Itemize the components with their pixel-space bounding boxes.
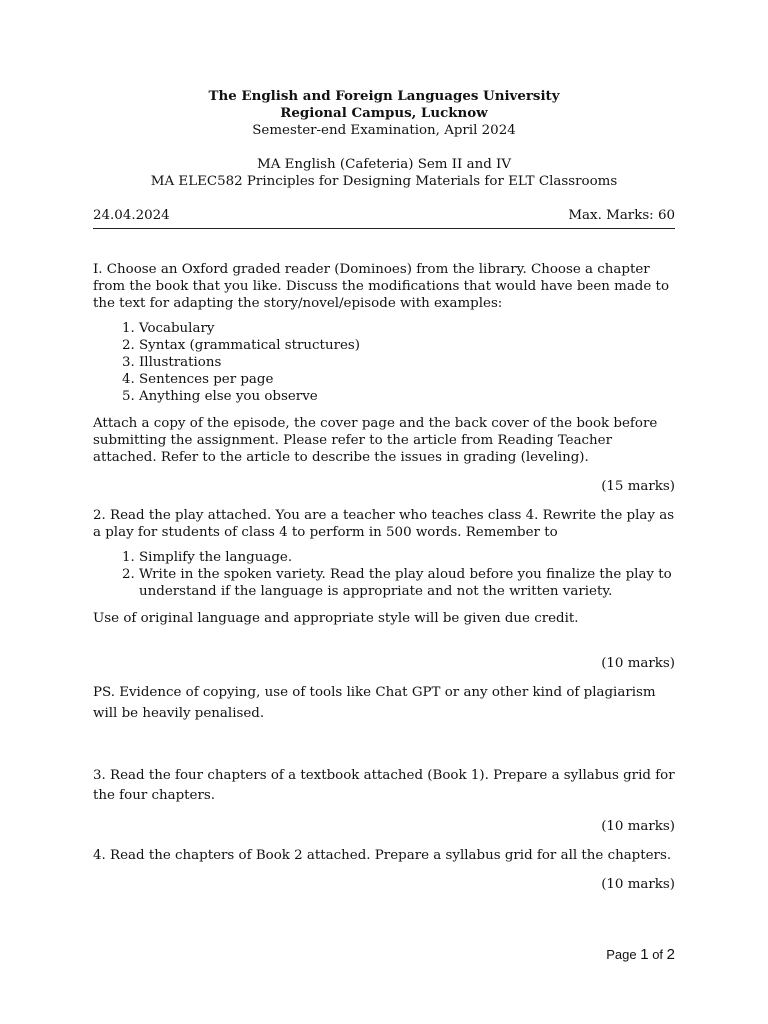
question-1-marks: (15 marks)	[601, 479, 675, 494]
page-footer	[606, 946, 675, 963]
list-item: 4. Sentences per page	[139, 371, 675, 388]
page-total: 2	[666, 946, 675, 963]
question-3-marks: (10 marks)	[601, 819, 675, 834]
question-2-marks: (10 marks)	[601, 656, 675, 671]
plagiarism-note: PS. Evidence of copying, use of tools like Chat GPT or any other kind of plagiarism will be heavily penalised.	[93, 685, 656, 721]
question-2-intro: 2. Read the play attached. You are a teacher who teaches class 4. Rewrite the play as a play for students of class 4 to perform in 500 words. Remember to	[93, 508, 675, 540]
list-item: 5. Anything else you observe	[139, 388, 675, 405]
date-marks-line	[93, 207, 675, 229]
question-2-list	[93, 549, 675, 600]
question-4-marks: (10 marks)	[601, 877, 675, 892]
question-1-list	[93, 320, 675, 405]
list-item: 1. Simplify the language.	[139, 549, 675, 566]
question-4-text: 4. Read the chapters of Book 2 attached. Prepare a syllabus grid for all the chapters.	[93, 848, 672, 863]
question-3-text: 3. Read the four chapters of a textbook attached (Book 1). Prepare a syllabus grid for the four chapters.	[93, 768, 675, 803]
exam-page	[93, 88, 675, 893]
page-label: Page	[606, 947, 637, 962]
list-item: 1. Vocabulary	[139, 320, 675, 337]
list-item: 2. Write in the spoken variety. Read the play aloud before you finalize the play to understand if the language is appropriate and not the written variety.	[139, 566, 675, 600]
list-item: 2. Syntax (grammatical structures)	[139, 337, 675, 354]
question-2-note: Use of original language and appropriate style will be given due credit.	[93, 611, 579, 626]
question-1-note: Attach a copy of the episode, the cover page and the back cover of the book before submitting the assignment. Please refer to the article from Reading Teacher attached. Refer to the article to describe the issues in grading (leveling).	[93, 416, 658, 465]
programme-name: MA English (Cafeteria) Sem II and IV	[257, 157, 511, 172]
exam-header	[93, 88, 675, 190]
exam-date: 24.04.2024	[93, 208, 170, 223]
list-item: 3. Illustrations	[139, 354, 675, 371]
exam-title: Semester-end Examination, April 2024	[252, 123, 516, 138]
max-marks: Max. Marks: 60	[568, 208, 675, 223]
of-label: of	[652, 947, 664, 962]
course-name: MA ELEC582 Principles for Designing Materials for ELT Classrooms	[150, 174, 618, 189]
campus-name: Regional Campus, Lucknow	[280, 105, 488, 121]
question-1-intro: I. Choose an Oxford graded reader (Dominoes) from the library. Choose a chapter from the book that you like. Discuss the modifications that would have been made to the text for adapting the story/novel/episode with examples:	[93, 262, 670, 311]
university-name: The English and Foreign Languages University	[208, 88, 560, 104]
page-number: 1	[640, 946, 649, 963]
